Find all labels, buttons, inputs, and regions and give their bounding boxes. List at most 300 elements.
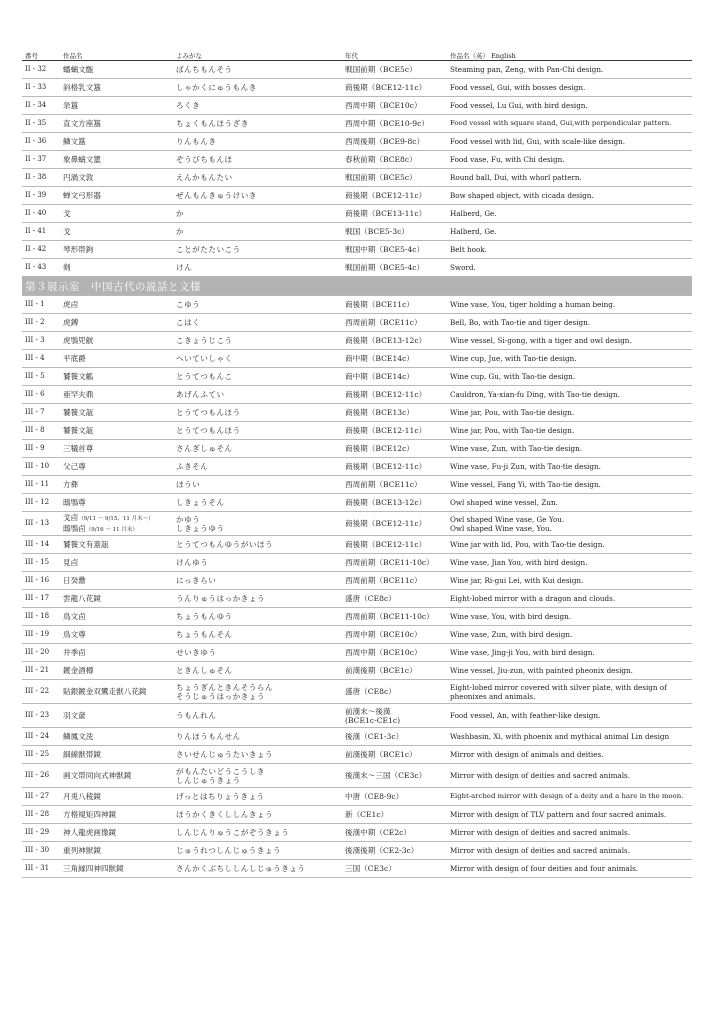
item-title-en	[447, 512, 692, 536]
room3-items	[22, 296, 692, 878]
item-reading	[173, 223, 342, 241]
item-reading	[173, 476, 342, 494]
item-title-en-line: Wine vase, Jing-ji You, with bird design.	[450, 648, 595, 657]
item-title-en-line: Food vessel, Gui, with bosses design.	[450, 83, 586, 92]
item-number-line: II - 34	[25, 101, 47, 109]
item-title-ja	[60, 404, 173, 422]
item-reading	[173, 608, 342, 626]
item-number-line: III - 27	[25, 792, 50, 800]
item-title-en	[447, 332, 692, 350]
item-reading	[173, 536, 342, 554]
item-title-en	[447, 458, 692, 476]
item-reading	[173, 332, 342, 350]
item-title-en-line: Food vase, Fu, with Chi design.	[450, 155, 565, 164]
item-title-en-line: Wine cup, Gu, with Tao-tie design.	[450, 372, 576, 381]
table-row	[22, 169, 692, 187]
item-title-ja-line: 日癸罍	[63, 576, 86, 585]
item-title-en	[447, 97, 692, 115]
item-period	[342, 259, 447, 277]
item-period	[342, 314, 447, 332]
item-reading-line: げっとはちりょうきょう	[176, 792, 265, 801]
item-number	[22, 806, 60, 824]
item-period	[342, 386, 447, 404]
item-period	[342, 350, 447, 368]
item-number	[22, 764, 60, 788]
item-title-ja-line: 鱗鳳文洗	[63, 732, 94, 741]
item-reading	[173, 79, 342, 97]
item-number-line: II - 39	[25, 191, 47, 199]
item-number-line: III - 1	[25, 300, 45, 308]
item-title-en-line: Food vessel, An, with feather-like design.	[450, 711, 601, 720]
item-title-ja	[60, 590, 173, 608]
table-row	[22, 824, 692, 842]
item-title-ja-line: 重列神獣鏡	[63, 846, 101, 855]
item-reading-line: か	[176, 209, 185, 218]
item-period-line: 西周中期（BCE10c）	[345, 101, 422, 110]
item-reading	[173, 860, 342, 878]
item-title-ja	[60, 97, 173, 115]
item-reading	[173, 704, 342, 728]
item-reading-line: うんりゅうはっかきょう	[176, 594, 266, 603]
item-title-en	[447, 590, 692, 608]
item-reading	[173, 61, 342, 79]
item-number-line: III - 18	[25, 612, 50, 620]
item-reading-line: ぜんもんきゅうけいき	[176, 191, 257, 200]
item-title-ja-line: 鱗文簋	[63, 137, 86, 146]
item-title-ja-line: 蟠螭文甑	[63, 65, 94, 74]
item-title-en-line: Wine vessel, Jiu-zun, with painted pheonix design.	[450, 666, 633, 675]
table-row	[22, 608, 692, 626]
table-row	[22, 590, 692, 608]
item-number-line: II - 33	[25, 83, 47, 91]
item-period-line: 後漢末～三国（CE3c）	[345, 771, 427, 780]
item-number-line: II - 40	[25, 209, 47, 217]
item-reading	[173, 728, 342, 746]
item-reading	[173, 241, 342, 259]
item-reading-line: とうてつもんこ	[176, 372, 233, 381]
item-title-ja-line: 饕餮文瓿	[63, 426, 94, 435]
item-number-line: III - 10	[25, 462, 50, 470]
item-number-line: III - 7	[25, 408, 45, 416]
table-row	[22, 314, 692, 332]
item-reading	[173, 151, 342, 169]
item-number-line: III - 15	[25, 558, 50, 566]
item-period	[342, 842, 447, 860]
item-title-ja	[60, 368, 173, 386]
item-reading	[173, 458, 342, 476]
table-row	[22, 350, 692, 368]
item-period	[342, 422, 447, 440]
item-number	[22, 332, 60, 350]
item-number	[22, 644, 60, 662]
item-title-ja-line: 鴟鴞尊	[63, 498, 86, 507]
item-title-ja	[60, 662, 173, 680]
item-title-en-line: Wine vase, Fu-ji Zun, with Tao-tie design.	[450, 462, 601, 471]
item-title-en-line: Owl shaped Wine vase, Ge You.	[450, 514, 565, 524]
item-number-line: II - 37	[25, 155, 47, 163]
item-title-ja-line: 画文帯同向式神獣鏡	[63, 771, 132, 780]
item-period-line: 商中期（BCE14c）	[345, 372, 414, 381]
table-row	[22, 241, 692, 259]
item-title-en-line: Mirror with design of four deities and four animals.	[450, 864, 639, 873]
item-reading-line: さいせんじゅうたいきょう	[176, 750, 274, 759]
item-title-en	[447, 241, 692, 259]
item-number	[22, 494, 60, 512]
item-title-en	[447, 422, 692, 440]
item-number	[22, 314, 60, 332]
item-period-line: 前漢後期（BCE1c）	[345, 750, 417, 759]
item-display-period-note: （9/16 ～ 11 月末）	[85, 526, 138, 533]
item-title-en	[447, 704, 692, 728]
item-period	[342, 626, 447, 644]
item-reading	[173, 680, 342, 704]
item-period	[342, 133, 447, 151]
item-reading	[173, 314, 342, 332]
item-reading-line: とうてつもんほう	[176, 408, 241, 417]
item-reading	[173, 806, 342, 824]
header-num: 番号	[22, 50, 60, 61]
item-reading	[173, 842, 342, 860]
item-title-en-line: Mirror with design of deities and sacred animals.	[450, 771, 630, 780]
item-display-period-note: （9/11 ～ 9/15、11 月末～）	[78, 515, 154, 522]
item-period-line: 前漢末～後漢	[345, 706, 391, 716]
item-title-ja	[60, 115, 173, 133]
item-period-line: 西周中期（BCE10-9c）	[345, 119, 429, 128]
item-title-ja	[60, 386, 173, 404]
table-row	[22, 422, 692, 440]
header-title-ja: 作品名	[60, 50, 173, 61]
item-title-en-line: Eight-lobed mirror covered with silver plate, with design of	[450, 682, 667, 692]
item-period-line: 商後期（BCE12-11c）	[345, 390, 427, 399]
item-title-ja-line: 三犠首尊	[63, 444, 94, 453]
item-period-line: 三国（CE3c）	[345, 864, 396, 873]
item-period	[342, 440, 447, 458]
item-period	[342, 572, 447, 590]
item-reading-line: こきょうじこう	[176, 336, 233, 345]
item-title-ja-line: 直文方座簋	[63, 119, 101, 128]
item-title-en	[447, 187, 692, 205]
item-title-en-line: Wine jar, Pou, with Tao-tie design.	[450, 408, 575, 417]
item-reading-line: そうじゅうはっかきょう	[176, 691, 266, 701]
item-title-ja-line: 蝉文弓形器	[63, 191, 101, 200]
item-title-en	[447, 79, 692, 97]
item-title-ja	[60, 476, 173, 494]
item-period-line: 戦国前期（BCE5c）	[345, 173, 417, 182]
item-number	[22, 368, 60, 386]
item-title-en	[447, 644, 692, 662]
table-row	[22, 223, 692, 241]
item-title-ja	[60, 223, 173, 241]
table-row	[22, 133, 692, 151]
item-title-en-line: Food vessel, Lu Gui, with bird design.	[450, 101, 588, 110]
item-reading	[173, 440, 342, 458]
item-title-ja-line: 鳥文卣	[63, 612, 86, 621]
item-number-line: III - 29	[25, 828, 50, 836]
item-period	[342, 806, 447, 824]
item-title-ja-line: 鳥文尊	[63, 630, 86, 639]
item-title-en	[447, 151, 692, 169]
item-title-ja-line: 父己尊	[63, 462, 86, 471]
item-title-en-line: Wine vessel, Si-gong, with a tiger and owl design.	[450, 336, 632, 345]
item-reading-line: しきょうゆう	[176, 523, 225, 533]
item-title-en	[447, 350, 692, 368]
item-title-en	[447, 806, 692, 824]
item-title-en	[447, 205, 692, 223]
section-header-row	[22, 277, 692, 296]
item-reading	[173, 169, 342, 187]
table-row	[22, 296, 692, 314]
item-period-line: 後漢中期（CE2c）	[345, 828, 411, 837]
item-title-en	[447, 440, 692, 458]
item-number-line: II - 32	[25, 65, 47, 73]
item-reading	[173, 626, 342, 644]
item-reading-line: ちょうもんゆう	[176, 612, 233, 621]
item-number-line: III - 26	[25, 771, 50, 779]
item-period	[342, 241, 447, 259]
table-header-row	[22, 50, 692, 61]
item-title-en	[447, 169, 692, 187]
item-number	[22, 115, 60, 133]
item-title-ja	[60, 806, 173, 824]
item-title-ja-line: 饕餮文觚	[63, 372, 94, 381]
item-title-ja-line: 円渦文敦	[63, 173, 94, 182]
item-number-line: III - 5	[25, 372, 45, 380]
table-row	[22, 536, 692, 554]
item-title-en-line: Wine cup, Jue, with Tao-tie design.	[450, 354, 577, 363]
item-period	[342, 476, 447, 494]
item-title-ja-line: 井季卣	[63, 648, 86, 657]
item-period	[342, 404, 447, 422]
item-period	[342, 662, 447, 680]
item-title-en-line: Wine vase, You, tiger holding a human being.	[450, 300, 616, 309]
item-period	[342, 554, 447, 572]
item-reading-line: さんかくぶちししんしじゅうきょう	[176, 864, 306, 873]
item-title-ja	[60, 788, 173, 806]
item-title-en	[447, 788, 692, 806]
item-title-ja	[60, 332, 173, 350]
item-number	[22, 512, 60, 536]
item-title-en-line: Washbasin, Xi, with phoenix and mythical animal Lin design	[450, 732, 670, 741]
item-period	[342, 97, 447, 115]
table-row	[22, 662, 692, 680]
item-reading	[173, 512, 342, 536]
item-period-line: 商後期（BCE13-12c）	[345, 336, 427, 345]
item-period	[342, 205, 447, 223]
item-period-line: 西周後期（BCE9-8c）	[345, 137, 425, 146]
item-title-en-line: Eight-arched mirror with design of a deity and a hare in the moon.	[450, 792, 684, 800]
item-period	[342, 61, 447, 79]
item-number	[22, 404, 60, 422]
item-number-line: II - 42	[25, 245, 47, 253]
item-period	[342, 746, 447, 764]
item-number	[22, 626, 60, 644]
item-reading	[173, 296, 342, 314]
item-reading-line: へいていしゃく	[176, 354, 233, 363]
table-row	[22, 205, 692, 223]
item-title-en-line: Cauldron, Ya-xian-fu Ding, with Tao-tie design.	[450, 390, 620, 399]
item-title-en-line: Mirror with design of deities and sacred animals.	[450, 828, 630, 837]
item-title-en	[447, 296, 692, 314]
item-period-line: 西周前期（BCE11c）	[345, 318, 422, 327]
item-number-line: III - 20	[25, 648, 50, 656]
table-row	[22, 512, 692, 536]
item-number-line: II - 38	[25, 173, 47, 181]
item-reading-line: うもんれん	[176, 711, 217, 720]
item-title-en-line: Eight-lobed mirror with a dragon and clouds.	[450, 594, 616, 603]
item-period-line: 商後期（BCE12-11c）	[345, 83, 427, 92]
item-title-en	[447, 842, 692, 860]
item-title-ja	[60, 842, 173, 860]
item-number-line: III - 3	[25, 336, 45, 344]
item-period	[342, 512, 447, 536]
item-title-ja-line: 鍍金酒樽	[63, 666, 94, 675]
item-period	[342, 169, 447, 187]
item-number	[22, 608, 60, 626]
table-row	[22, 746, 692, 764]
item-title-en-line: Food vessel with lid, Gui, with scale-like design.	[450, 137, 626, 146]
item-title-ja-line: 貼銀鍍金双鸞走獣八花鏡	[63, 687, 147, 696]
item-title-ja	[60, 764, 173, 788]
item-period-line: 商後期（BCE12-11c）	[345, 191, 427, 200]
item-title-en-line: Bell, Bo, with Tao-tie and tiger design.	[450, 318, 591, 327]
header-period: 年代	[342, 50, 447, 61]
item-title-ja	[60, 536, 173, 554]
item-title-ja	[60, 608, 173, 626]
item-reading	[173, 368, 342, 386]
item-number	[22, 572, 60, 590]
item-title-en	[447, 223, 692, 241]
item-period-line: (BCE1c-CE1c)	[345, 715, 401, 725]
item-title-en	[447, 536, 692, 554]
item-period-line: 春秋前期（BCE8c）	[345, 155, 417, 164]
table-row	[22, 151, 692, 169]
item-title-ja-line: 斜格乳文簋	[63, 83, 101, 92]
item-number-line: III - 28	[25, 810, 50, 818]
item-reading-line: じゅうれつしんじゅうきょう	[176, 846, 282, 855]
item-number	[22, 151, 60, 169]
item-period	[342, 332, 447, 350]
item-title-ja-line: 雲龍八花鏡	[63, 594, 101, 603]
item-title-ja	[60, 494, 173, 512]
item-period-line: 西周中期（BCE10c）	[345, 630, 422, 639]
item-reading-line: しゃかくにゅうもんき	[176, 83, 257, 92]
item-reading-line: ばんちもんそう	[176, 65, 233, 74]
item-title-en	[447, 554, 692, 572]
item-title-en-line: Halberd, Ge.	[450, 209, 497, 218]
item-period	[342, 115, 447, 133]
item-period-line: 西周中期（BCE10c）	[345, 648, 422, 657]
item-number	[22, 554, 60, 572]
item-number	[22, 536, 60, 554]
table-row	[22, 728, 692, 746]
exhibit-list-table	[22, 50, 692, 878]
item-period	[342, 368, 447, 386]
item-title-en	[447, 824, 692, 842]
table-row	[22, 476, 692, 494]
item-title-en-line: pheonixes and animals.	[450, 691, 536, 701]
item-number-line: III - 4	[25, 354, 45, 362]
item-reading	[173, 133, 342, 151]
table-row	[22, 572, 692, 590]
item-title-ja	[60, 746, 173, 764]
item-title-ja	[60, 728, 173, 746]
item-number	[22, 422, 60, 440]
item-number	[22, 788, 60, 806]
item-title-en	[447, 259, 692, 277]
item-number-line: III - 16	[25, 576, 50, 584]
item-title-en-line: Wine vase, You, with bird design.	[450, 612, 572, 621]
item-number-line: III - 25	[25, 750, 50, 758]
item-period-line: 商後期（BCE12c）	[345, 444, 414, 453]
table-row	[22, 860, 692, 878]
item-title-en-line: Wine vase, Zun, with bird design.	[450, 630, 573, 639]
item-title-en-line: Wine jar with lid, Pou, with Tao-tie design.	[450, 540, 605, 549]
table-row	[22, 788, 692, 806]
table-row	[22, 259, 692, 277]
item-number-line: III - 31	[25, 864, 50, 872]
item-period-line: 西周前期（BCE11c）	[345, 576, 422, 585]
item-reading-line: りんほうもんせん	[176, 732, 241, 741]
item-reading	[173, 590, 342, 608]
item-number-line: III - 13	[25, 519, 50, 527]
table-row	[22, 764, 692, 788]
item-number-line: III - 21	[25, 666, 50, 674]
item-reading-line: しんじんりゅうこがぞうきょう	[176, 828, 290, 837]
item-title-ja	[60, 61, 173, 79]
item-title-en	[447, 680, 692, 704]
item-reading	[173, 97, 342, 115]
item-number	[22, 223, 60, 241]
item-period	[342, 860, 447, 878]
item-reading-line: とうてつもんほう	[176, 426, 241, 435]
item-period	[342, 680, 447, 704]
item-number	[22, 241, 60, 259]
item-title-ja-line: 象鼻螭文簠	[63, 155, 101, 164]
item-period-line: 商後期（BCE11c）	[345, 300, 414, 309]
item-title-en	[447, 368, 692, 386]
item-number-line: II - 35	[25, 119, 47, 127]
item-title-ja	[60, 458, 173, 476]
table-row	[22, 806, 692, 824]
room2-items	[22, 61, 692, 277]
item-period-line: 商中期（BCE14c）	[345, 354, 414, 363]
table-row	[22, 680, 692, 704]
item-number	[22, 824, 60, 842]
item-title-en	[447, 860, 692, 878]
item-reading-line: しきょうそん	[176, 498, 225, 507]
item-period-line: 後漢後期（CE2-3c）	[345, 846, 419, 855]
item-reading-line: にっきらい	[176, 576, 217, 585]
item-reading-line: けんゆう	[176, 558, 209, 567]
item-period-line: 中唐（CE8-9c）	[345, 792, 404, 801]
item-title-ja-line: 月兎八稜鏡	[63, 792, 101, 801]
item-reading-line: ぞうびちもんほ	[176, 155, 233, 164]
item-title-ja	[60, 241, 173, 259]
item-title-en	[447, 728, 692, 746]
item-title-ja	[60, 79, 173, 97]
item-title-ja	[60, 314, 173, 332]
item-title-en	[447, 133, 692, 151]
item-reading	[173, 572, 342, 590]
item-number	[22, 746, 60, 764]
item-title-en	[447, 61, 692, 79]
item-title-ja	[60, 860, 173, 878]
item-reading	[173, 187, 342, 205]
item-reading-line: ちょうぎんときんそうらん	[176, 682, 274, 692]
item-title-ja	[60, 133, 173, 151]
item-reading-line: か	[176, 227, 185, 236]
item-title-en-line: Mirror with design of TLV pattern and four sacred animals.	[450, 810, 667, 819]
